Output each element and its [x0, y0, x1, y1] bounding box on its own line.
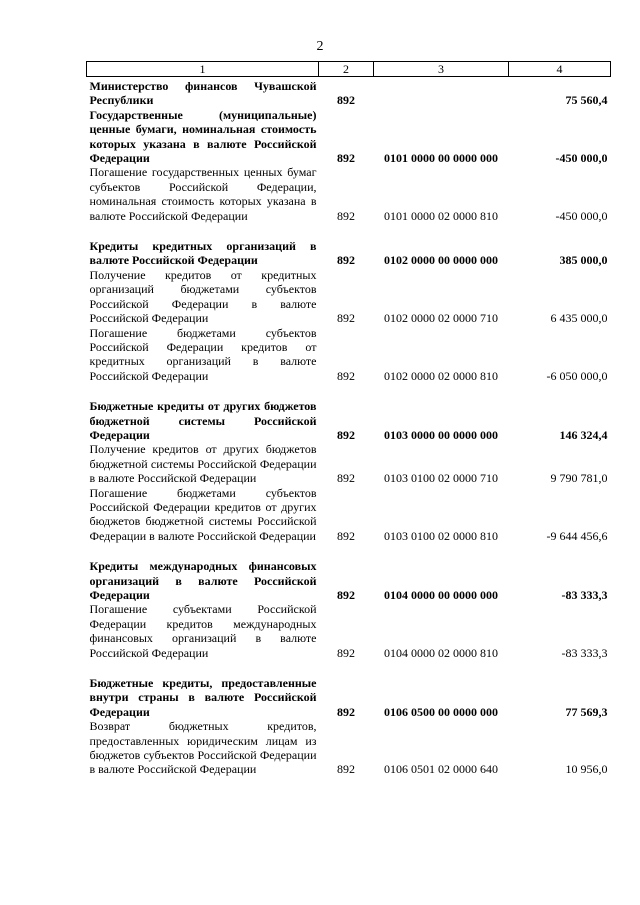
row-classification-code: 0106 0501 02 0000 640	[384, 762, 498, 777]
row-name: Получение кредитов от других бюджетов бюджетной системы Российской Федерации в валюте Российской Федерации	[89, 442, 317, 486]
spacer-row	[87, 223, 611, 239]
row-admin-code: 892	[337, 253, 355, 268]
spacer-cell	[87, 383, 611, 399]
spacer-cell	[87, 543, 611, 559]
row-admin-code: 892	[337, 762, 355, 777]
row-classification-code: 0104 0000 02 0000 810	[384, 645, 498, 660]
row-amount: 77 569,3	[565, 704, 608, 719]
page-number: 2	[316, 39, 324, 54]
row-name: Министерство финансов Чувашской Республики	[89, 79, 317, 108]
row-classification-code: 0103 0100 02 0000 810	[384, 528, 498, 543]
spacer-cell	[87, 660, 611, 676]
row-classification-code: 0103 0000 00 0000 000	[384, 427, 498, 442]
row-classification-code: 0102 0000 02 0000 810	[384, 368, 498, 383]
row-name: Возврат бюджетных кредитов, предоставленных юридическим лицам из бюджетов субъектов Российской Федерации в валюте Российской Федерации	[89, 719, 317, 777]
row-name: Погашение бюджетами субъектов Российской Федерации кредитов от кредитных организаций в валюте Российской Федерации	[89, 325, 317, 383]
row-admin-code: 892	[337, 311, 355, 326]
row-amount: -450 000,0	[555, 151, 608, 166]
header-col-1: 1	[87, 62, 319, 77]
table-row	[87, 77, 611, 108]
row-name: Бюджетные кредиты, предоставленные внутри страны в валюте Российской Федерации	[89, 676, 317, 719]
spacer-row	[87, 543, 611, 559]
table-row	[87, 676, 611, 719]
sources-table	[86, 61, 611, 777]
row-admin-code: 892	[337, 528, 355, 543]
spacer-cell	[87, 223, 611, 239]
table-row	[87, 559, 611, 602]
row-admin-code: 892	[337, 471, 355, 486]
table-row	[87, 719, 611, 777]
spacer-row	[87, 383, 611, 399]
row-amount: -83 333,3	[561, 645, 608, 660]
row-admin-code: 892	[337, 427, 355, 442]
row-amount: -9 644 456,6	[546, 528, 608, 543]
table-row	[87, 602, 611, 660]
row-amount: 6 435 000,0	[550, 311, 608, 326]
row-classification-code: 0103 0100 02 0000 710	[384, 471, 498, 486]
row-name: Кредиты кредитных организаций в валюте Российской Федерации	[89, 239, 317, 268]
header-col-3: 3	[374, 62, 509, 77]
row-name: Государственные (муниципальные) ценные бумаги, номинальная стоимость которых указана в валюте Российской Федерации	[89, 107, 317, 166]
header-col-4: 4	[509, 62, 611, 77]
row-admin-code: 892	[337, 208, 355, 223]
table-row	[87, 326, 611, 384]
row-amount: -6 050 000,0	[546, 368, 608, 383]
row-amount: 10 956,0	[565, 762, 608, 777]
table-row	[87, 239, 611, 268]
row-name: Кредиты международных финансовых организаций в валюте Российской Федерации	[89, 559, 317, 602]
row-amount: 146 324,4	[559, 427, 608, 442]
row-admin-code: 892	[337, 704, 355, 719]
table-header	[87, 62, 611, 77]
spacer-row	[87, 660, 611, 676]
header-col-2: 2	[319, 62, 374, 77]
table-row	[87, 399, 611, 442]
row-classification-code: 0106 0500 00 0000 000	[384, 704, 498, 719]
row-admin-code: 892	[337, 368, 355, 383]
row-amount: 75 560,4	[565, 93, 608, 108]
table-body	[87, 77, 611, 777]
row-name: Бюджетные кредиты от других бюджетов бюджетной системы Российской Федерации	[89, 399, 317, 442]
table-row	[87, 486, 611, 544]
row-classification-code: 0101 0000 00 0000 000	[384, 151, 498, 166]
row-amount: -83 333,3	[561, 588, 608, 602]
row-classification-code: 0102 0000 02 0000 710	[384, 311, 498, 326]
row-amount: 385 000,0	[559, 253, 608, 268]
table-row	[87, 165, 611, 223]
row-name: Погашение бюджетами субъектов Российской Федерации кредитов от других бюджетов бюджетной системы Российской Федерации в валюте Российской Федерации	[89, 485, 317, 543]
row-admin-code: 892	[337, 93, 355, 108]
table-row	[87, 108, 611, 166]
row-admin-code: 892	[337, 151, 355, 166]
table-row	[87, 268, 611, 326]
row-classification-code: 0102 0000 00 0000 000	[384, 253, 498, 268]
row-name: Получение кредитов от кредитных организаций бюджетами субъектов Российской Федерации в валюте Российской Федерации	[89, 267, 317, 326]
row-classification-code: 0104 0000 00 0000 000	[384, 588, 498, 602]
row-admin-code: 892	[337, 588, 355, 602]
row-name: Погашение субъектами Российской Федерации кредитов международных финансовых организаций в валюте Российской Федерации	[89, 602, 317, 660]
row-classification-code: 0101 0000 02 0000 810	[384, 208, 498, 223]
header-row	[87, 62, 611, 77]
row-classification-code	[374, 77, 509, 108]
row-admin-code: 892	[337, 645, 355, 660]
row-name: Погашение государственных ценных бумаг субъектов Российской Федерации, номинальная стоимость которых указана в валюте Российской Федерации	[89, 165, 317, 223]
table-row	[87, 442, 611, 485]
row-amount: 9 790 781,0	[550, 471, 608, 486]
row-amount: -450 000,0	[555, 208, 608, 223]
